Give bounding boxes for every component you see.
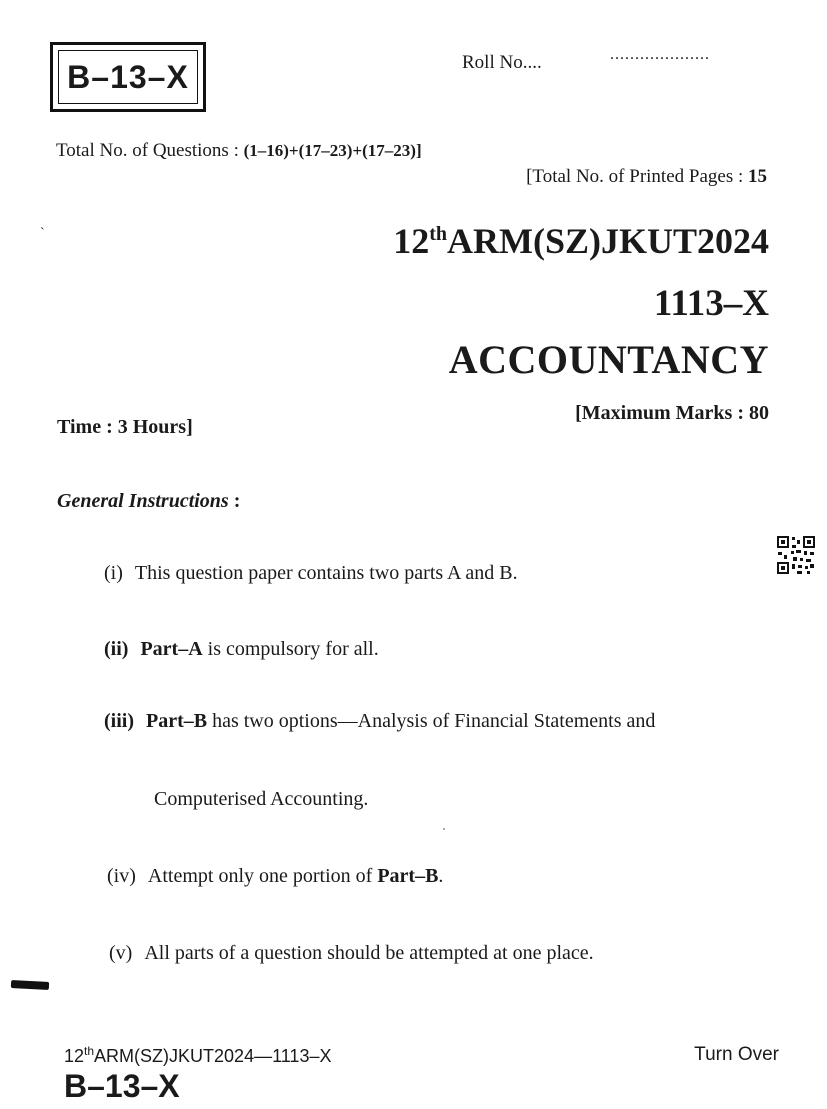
- paper-code: B–13–X: [67, 58, 189, 95]
- total-pages-label: [Total No. of Printed Pages :: [526, 166, 744, 187]
- margin-dash-mark: [11, 980, 49, 990]
- footer-paper-code: B–13–X: [64, 1068, 180, 1104]
- exam-code-rest: ARM(SZ)JKUT2024: [447, 221, 769, 261]
- instruction-text: is compulsory for all.: [202, 638, 379, 660]
- exam-code-prefix: 12: [393, 221, 430, 261]
- instruction-number: (iii): [104, 710, 134, 732]
- instructions-heading: General Instructions :: [57, 490, 241, 512]
- footer-exam-code: 12thARM(SZ)JKUT2024—1113–X: [64, 1044, 332, 1066]
- instruction-text: All parts of a question should be attempted at one place.: [144, 942, 594, 964]
- roll-number-label: Roll No....: [462, 52, 542, 73]
- total-printed-pages: [526, 166, 767, 188]
- paper-code-box: [50, 42, 206, 112]
- instruction-text: Attempt only one portion of: [147, 865, 378, 887]
- total-pages-value: 15: [748, 166, 767, 187]
- instruction-text: has two options—Analysis of Financial Statements and: [207, 710, 656, 732]
- exam-code: [393, 220, 769, 262]
- subject-code: 1113–X: [653, 283, 769, 324]
- instruction-bold: Part–A: [140, 638, 203, 660]
- instruction-continuation: Computerised Accounting.: [154, 788, 369, 810]
- total-questions-value: (1–16)+(17–23)+(17–23)]: [243, 141, 422, 160]
- total-questions-label: Total No. of Questions :: [56, 140, 239, 161]
- instruction-item: [104, 638, 379, 661]
- scan-speck: [443, 828, 445, 830]
- maximum-marks: [Maximum Marks : 80: [575, 402, 769, 424]
- time-allowed: Time : 3 Hours]: [57, 416, 193, 438]
- instruction-number: (iv): [107, 865, 136, 887]
- instruction-bold: Part–B: [377, 865, 439, 887]
- instructions-heading-text: General Instructions: [57, 490, 229, 512]
- instruction-item: [104, 710, 655, 733]
- instruction-item: (iv) Attempt only one portion of Part–B.: [107, 865, 444, 887]
- instruction-number: (ii): [104, 638, 129, 660]
- total-questions: [56, 140, 422, 162]
- instruction-item: [109, 942, 594, 965]
- instruction-item: [104, 562, 518, 585]
- instruction-text: This question paper contains two parts A and B.: [134, 562, 518, 584]
- instruction-bold: Part–B: [146, 710, 208, 732]
- turn-over-label: Turn Over: [694, 1044, 779, 1065]
- instruction-number: (v): [109, 942, 133, 964]
- stray-mark: `: [40, 226, 45, 241]
- roll-number-field: ....................: [610, 46, 710, 63]
- qr-code-icon: [776, 535, 816, 575]
- instruction-number: (i): [104, 562, 123, 584]
- exam-code-sup: th: [429, 223, 447, 245]
- subject-title: ACCOUNTANCY: [448, 337, 769, 382]
